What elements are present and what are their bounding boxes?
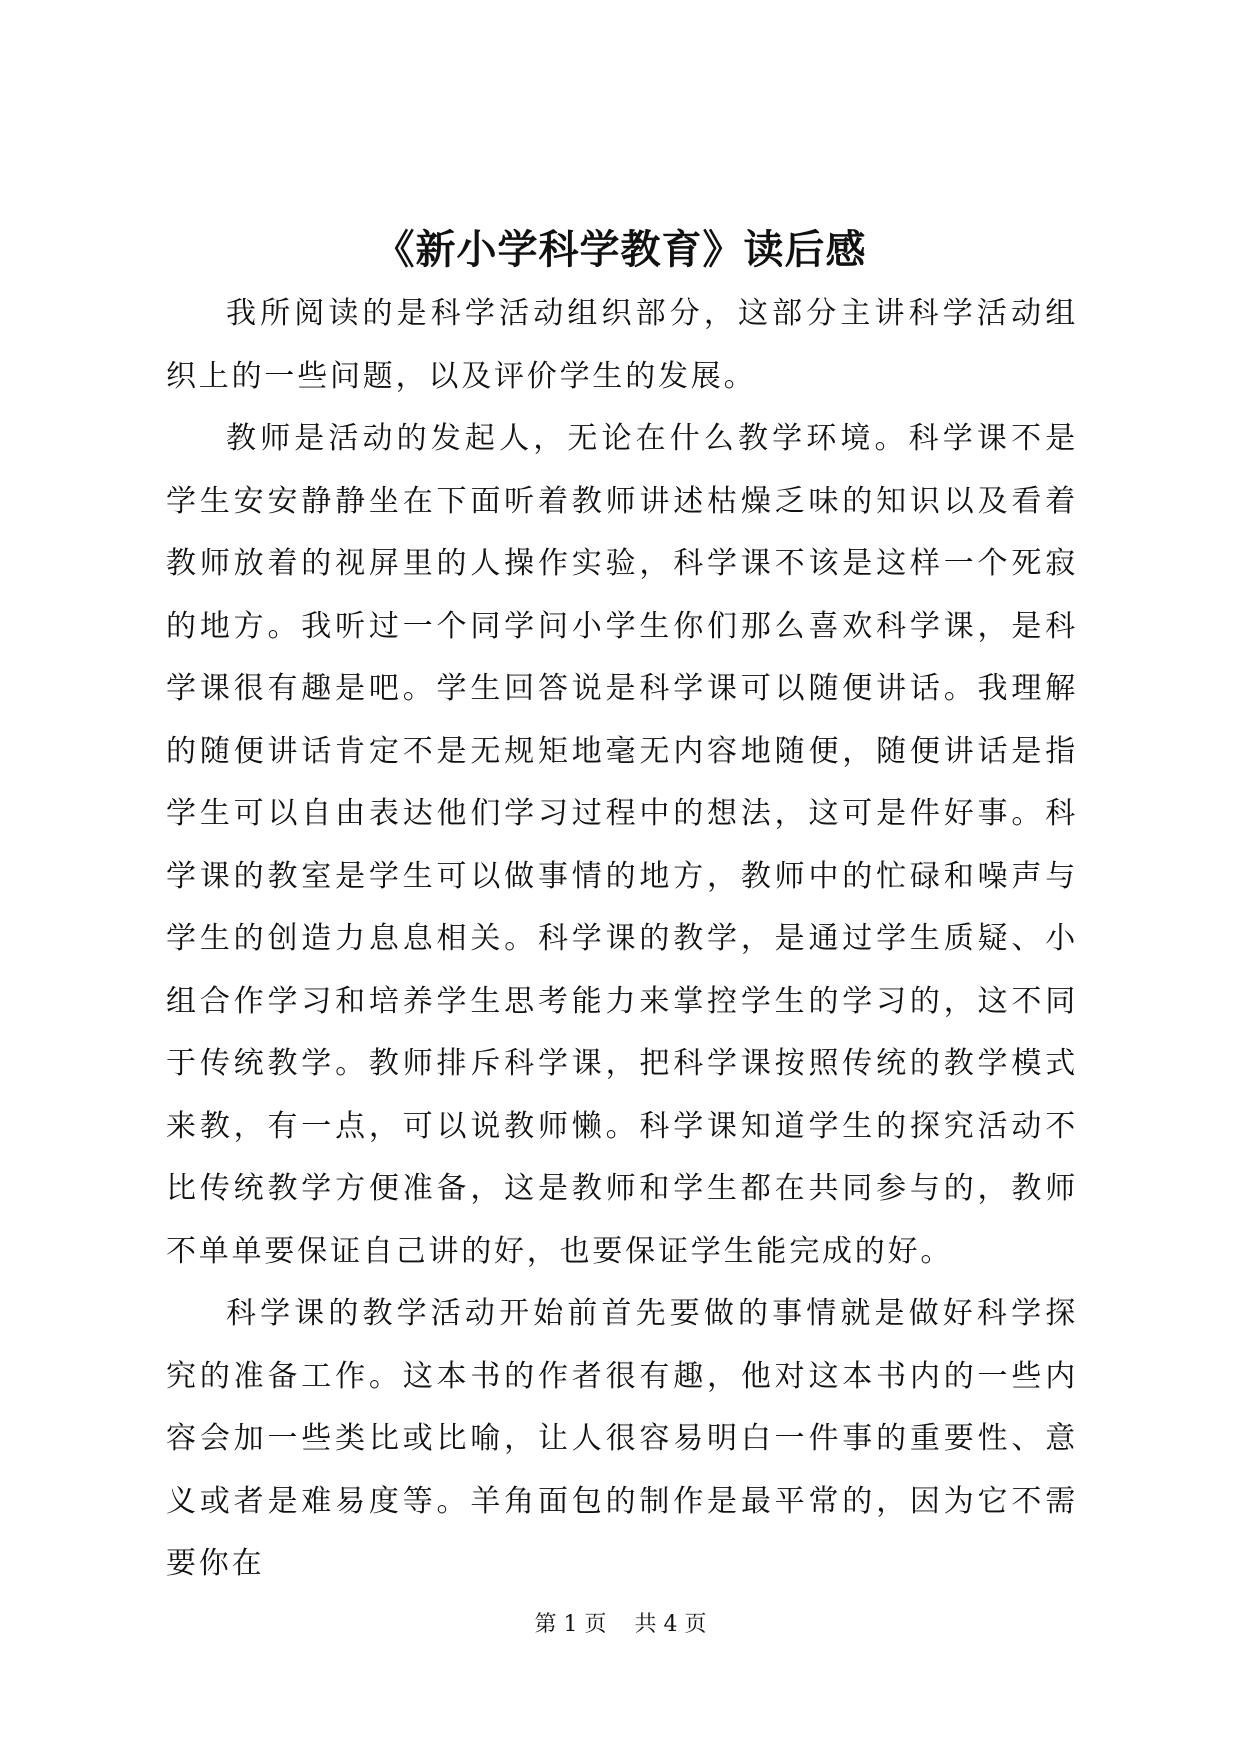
paragraph-1: 我所阅读的是科学活动组织部分，这部分主讲科学活动组织上的一些问题，以及评价学生的发展。 [166, 296, 1078, 394]
document-title: 《新小学科学教育》读后感 [374, 226, 867, 273]
paragraph-2: 教师是活动的发起人，无论在什么教学环境。科学课不是学生安安静静坐在下面听着教师讲述枯燥乏味的知识以及看着教师放着的视屏里的人操作实验，科学课不该是这样一个死寂的地方。我听过一个同学问小学生你们那么喜欢科学课，是科学课很有趣是吧。学生回答说是科学课可以随便讲话。我理解的随便讲话肯定不是无规矩地毫无内容地随便，随便讲话是指学生可以自由表达他们学习过程中的想法，这可是件好事。科学课的教室是学生可以做事情的地方，教师中的忙碌和噪声与学生的创造力息息相关。科学课的教学，是通过学生质疑、小组合作学习和培养学生思考能力来掌控学生的学习的，这不同于传统教学。教师排斥科学课，把科学课按照传统的教学模式来教，有一点，可以说教师懒。科学课知道学生的探究活动不比传统教学方便准备，这是教师和学生都在共同参与的，教师不单单要保证自己讲的好，也要保证学生能完成的好。 [166, 421, 1078, 1269]
paragraph-3: 科学课的教学活动开始前首先要做的事情就是做好科学探究的准备工作。这本书的作者很有趣，他对这本书内的一些内容会加一些类比或比喻，让人很容易明白一件事的重要性、意义或者是难易度等。羊角面包的制作是最平常的，因为它不需要你在 [166, 1296, 1078, 1581]
page-total: 共 4 页 [634, 1612, 707, 1637]
document-body [166, 283, 1078, 1596]
page-footer [0, 1610, 1241, 1640]
page-number: 第 1 页 [534, 1612, 607, 1637]
